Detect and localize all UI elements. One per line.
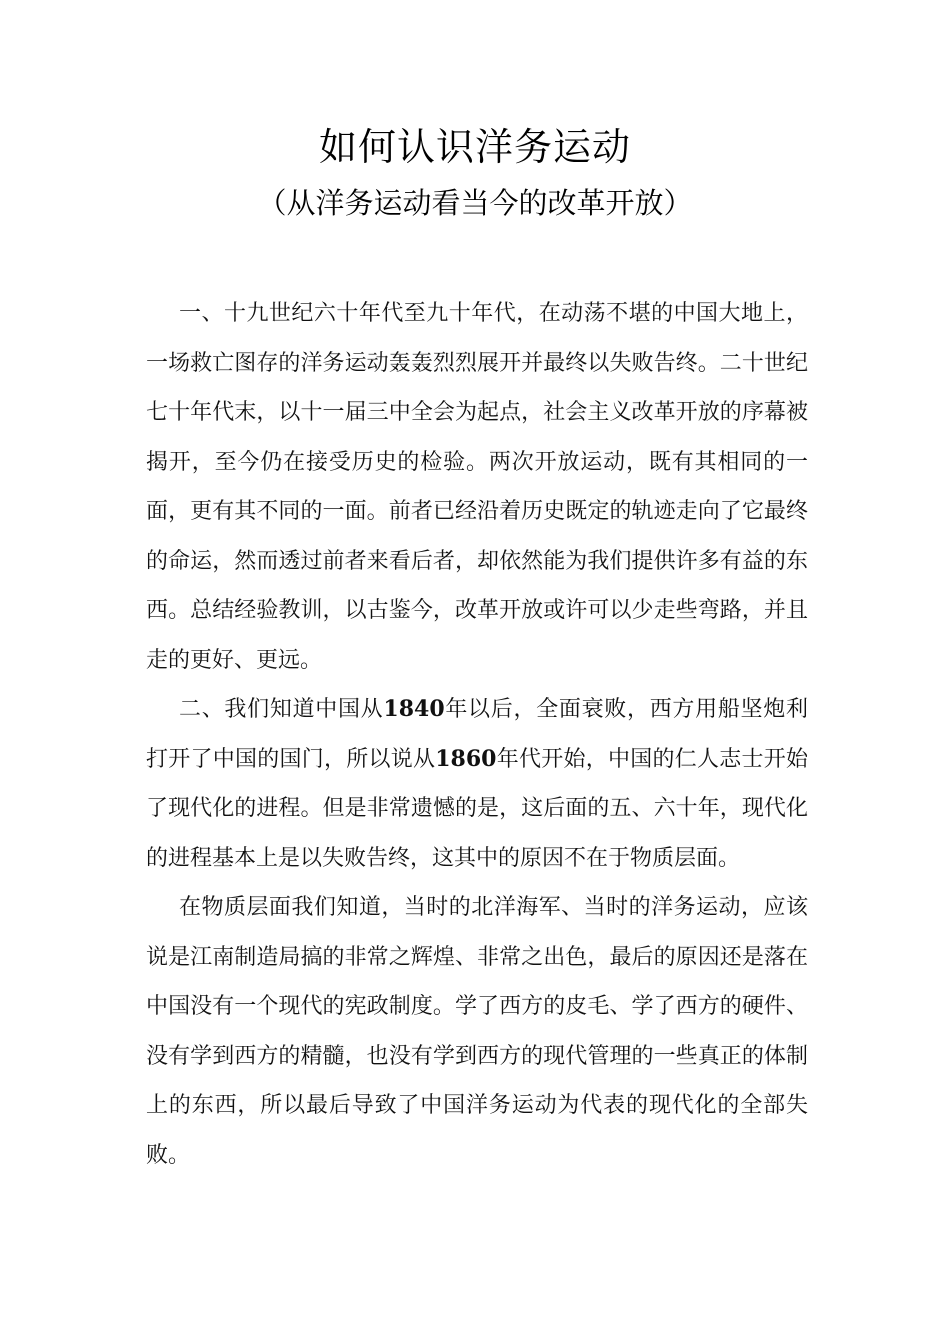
- document-subtitle: （从洋务运动看当今的改革开放）: [257, 186, 693, 220]
- document-body: [146, 289, 808, 1180]
- year-number: 1840: [383, 696, 445, 722]
- paragraph: [146, 289, 808, 685]
- year-number: 1860: [435, 745, 497, 772]
- paragraph-text: 在物质层面我们知道，当时的北洋海军、当时的洋务运动，应该说是江南制造局搞的非常之辉煌、非常之出色，最后的原因还是落在中国没有一个现代的宪政制度。学了西方的皮毛、学了西方的硬件、没有学到西方的精髓，也没有学到西方的现代管理的一些真正的体制上的东西，所以最后导致了中国洋务运动为代表的现代化的全部失败。: [146, 895, 808, 1168]
- paragraph-text: 一、十九世纪六十年代至九十年代，在动荡不堪的中国大地上，一场救亡图存的洋务运动轰轰烈烈展开并最终以失败告终。二十世纪七十年代末，以十一届三中全会为起点，社会主义改革开放的序幕被揭开，至今仍在接受历史的检验。两次开放运动，既有其相同的一面，更有其不同的一面。前者已经沿着历史既定的轨迹走向了它最终的命运，然而透过前者来看后者，却依然能为我们提供许多有益的东西。总结经验教训，以古鉴今，改革开放或许可以少走些弯路，并且走的更好、更远。: [146, 301, 808, 673]
- document-title: 如何认识洋务运动: [318, 125, 631, 169]
- paragraph: [146, 883, 808, 1180]
- paragraph: [146, 685, 808, 883]
- paragraph-text: 年代开始，中国的仁人志士开始了现代化的进程。但是非常遗憾的是，这后面的五、六十年，现代化的进程基本上是以失败告终，这其中的原因不在于物质层面。: [146, 746, 808, 871]
- paragraph-text: 年以后，全面衰败，西方用船坚炮利打开了中国的国门，所以说从: [146, 697, 808, 772]
- paragraph-text: 二、我们知道中国从: [179, 697, 384, 722]
